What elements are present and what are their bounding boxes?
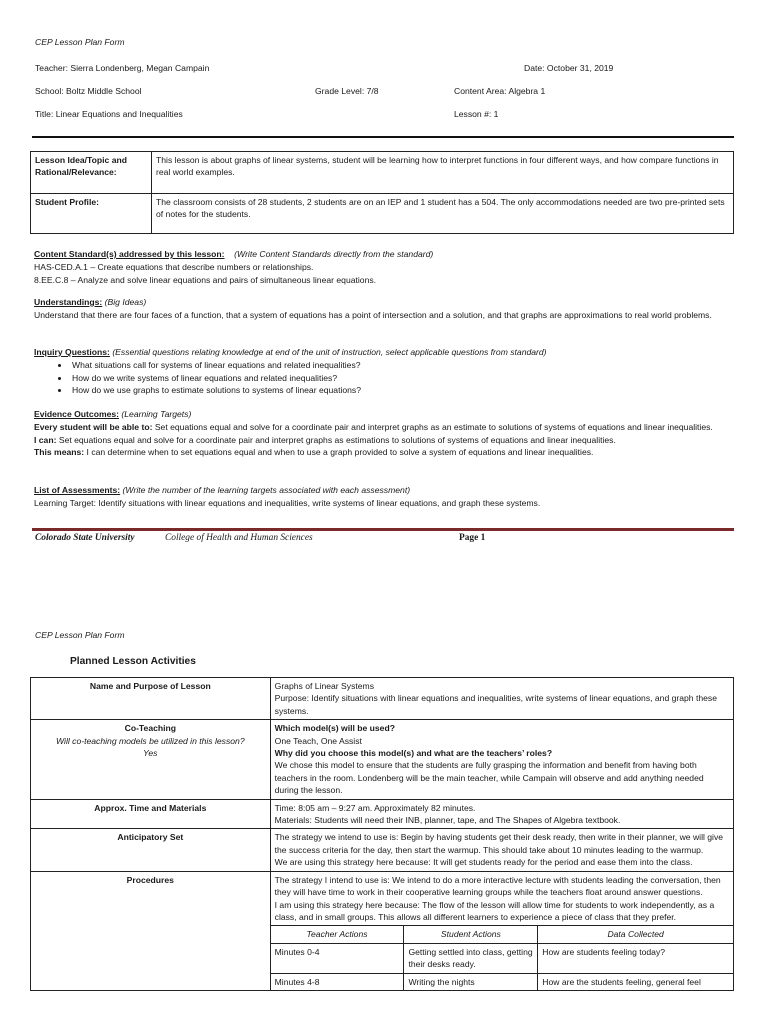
procedures-label: Procedures xyxy=(31,871,271,990)
content-area-field: Content Area: Algebra 1 xyxy=(454,86,546,96)
table-cell: Writing the nights xyxy=(404,973,538,990)
table-row xyxy=(31,152,734,194)
anticipatory-set-content xyxy=(270,829,733,871)
assessments-section xyxy=(34,484,734,510)
footer-page-number: Page 1 xyxy=(459,533,486,543)
table-row xyxy=(31,194,734,234)
info-label: Lesson Idea/Topic and Rational/Relevance: xyxy=(31,152,152,194)
co-teaching-content xyxy=(270,720,733,799)
this-means-line xyxy=(34,446,734,459)
i-can-text: Set equations equal and solve for a coordinate pair and interpret graphs as estimations to solutions of systems of equations and linear inequalities. xyxy=(56,434,616,445)
sub-header: Data Collected xyxy=(538,926,734,943)
this-means-text: I can determine when to set equations equal and when to use a graph provided to solve a system of equations and linear inequalities. xyxy=(84,447,594,458)
list-item: • How do we write systems of linear equations and related inequalities? xyxy=(70,372,734,385)
procedures-reason: I am using this strategy here because: The flow of the lesson will allow time for students to work independently, as a class, and in small groups. This allows all different learners to experience a piece of class that they prefer. xyxy=(274,899,715,922)
form-label: CEP Lesson Plan Form xyxy=(35,630,125,640)
table-cell: Getting settled into class, getting their desks ready. xyxy=(404,943,538,973)
table-row xyxy=(31,829,734,871)
co-teaching-label: Co-Teaching xyxy=(124,723,177,734)
materials-line: Materials: Students will need their INB, planner, tape, and The Shapes of Algebra textbook. xyxy=(274,815,621,826)
i-can-line xyxy=(34,434,734,447)
table-cell: Minutes 0-4 xyxy=(270,943,404,973)
page-2 xyxy=(0,560,768,1024)
name-purpose-content xyxy=(270,678,733,720)
planned-activities-heading: Planned Lesson Activities xyxy=(70,656,196,667)
co-teaching-question: Will co-teaching models be utilized in this lesson? xyxy=(56,735,245,746)
anticipatory-set-label: Anticipatory Set xyxy=(31,829,271,871)
model-question: Which model(s) will be used? xyxy=(274,723,395,734)
every-student-label: Every student will be able to: xyxy=(34,421,153,432)
table-row xyxy=(31,678,734,720)
every-student-text: Set equations equal and solve for a coordinate pair and interpret graphs as an estimate to solutions of systems of equations and linear inequalities. xyxy=(152,421,713,432)
inquiry-heading: Inquiry Questions: xyxy=(34,347,110,357)
standard-line: HAS-CED.A.1 – Create equations that describe numbers or relationships. xyxy=(34,261,314,272)
co-teaching-answer: Yes xyxy=(143,748,158,759)
footer-college: College of Health and Human Sciences xyxy=(165,533,313,543)
procedures-strategy: The strategy I intend to use is: We intend to do a more interactive lecture with students leading the conversation, then they will have time to work in their cooperative learning groups while the teachers float around answer questions. xyxy=(274,874,721,898)
date-field: Date: October 31, 2019 xyxy=(524,63,614,73)
sub-header: Student Actions xyxy=(404,926,538,943)
assessments-text: Learning Target: Identify situations with linear equations and inequalities, write systems of linear equations, and graph these systems. xyxy=(34,497,541,508)
sub-header: Teacher Actions xyxy=(270,926,404,943)
school-field: School: Boltz Middle School xyxy=(35,86,142,96)
form-label: CEP Lesson Plan Form xyxy=(35,37,125,47)
model-answer: One Teach, One Assist xyxy=(274,735,362,746)
anticipatory-strategy: The strategy we intend to use is: Begin by having students get their desk ready, then write in their planner, we will give the success criteria for the day, then start the warmup. This should take about 10 minutes leading to the warmup. xyxy=(274,832,724,855)
lesson-name: Graphs of Linear Systems xyxy=(274,681,374,691)
every-student-line xyxy=(34,421,734,434)
understandings-heading: Understandings: xyxy=(34,297,103,307)
assessments-note: (Write the number of the learning targets associated with each assessment) xyxy=(122,485,411,495)
evidence-heading: Evidence Outcomes: xyxy=(34,409,120,419)
assessments-heading: List of Assessments: xyxy=(34,485,121,495)
evidence-section xyxy=(34,408,734,459)
name-purpose-label: Name and Purpose of Lesson xyxy=(31,678,271,720)
anticipatory-reason: We are using this strategy here because: It will get students ready for the period and ease them into the class. xyxy=(274,857,693,868)
inquiry-note: (Essential questions relating knowledge at end of the unit of instruction, select applicable questions from standard) xyxy=(112,347,547,357)
title-field: Title: Linear Equations and Inequalities xyxy=(35,109,183,119)
evidence-note: (Learning Targets) xyxy=(121,409,192,419)
header-rule xyxy=(32,136,734,138)
table-cell: How are the students feeling, general feel xyxy=(538,973,734,990)
time-line: Time: 8:05 am – 9:27 am. Approximately 82 minutes. xyxy=(274,802,476,813)
inquiry-list xyxy=(70,359,734,397)
table-row xyxy=(31,871,734,926)
content-standard-note: (Write Content Standards directly from the standard) xyxy=(234,249,434,259)
info-text: This lesson is about graphs of linear systems, student will be learning how to interpret functions in four different ways, and how compare functions in real world examples. xyxy=(152,152,734,194)
info-text: The classroom consists of 28 students, 2 students are on an IEP and 1 student has a 504. The only accommodations needed are two pre-printed sets of notes for the students. xyxy=(152,194,734,234)
grade-field: Grade Level: 7/8 xyxy=(315,86,379,96)
content-standard-section xyxy=(34,248,734,286)
teacher-field: Teacher: Sierra Londenberg, Megan Campain xyxy=(35,63,210,73)
list-item: • What situations call for systems of linear equations and related inequalities? xyxy=(70,359,734,372)
roles-question: Why did you choose this model(s) and what are the teachers’ roles? xyxy=(274,748,553,759)
co-teaching-label-cell xyxy=(31,720,271,799)
table-row xyxy=(31,799,734,829)
time-materials-content xyxy=(270,799,733,829)
understandings-note: (Big Ideas) xyxy=(104,297,147,307)
roles-answer: We chose this model to ensure that the students are fully grasping the information and benefit from having both teachers in the room. Londenberg will be the main teacher, while Campain will observe and add anything needed during the lesson. xyxy=(274,760,704,796)
table-row xyxy=(31,720,734,799)
footer-university: Colorado State University xyxy=(35,533,135,543)
understandings-text: Understand that there are four faces of a function, that a system of equations has a point of intersection and a solution, and that graphs are approximations to real world problems. xyxy=(34,309,712,320)
procedures-content xyxy=(270,871,733,926)
planned-activities-table xyxy=(30,677,734,991)
lesson-purpose: Purpose: Identify situations with linear equations and inequalities, write systems of linear equations, and graph these systems. xyxy=(274,693,718,716)
understandings-section xyxy=(34,296,734,322)
i-can-label: I can: xyxy=(34,434,57,445)
this-means-label: This means: xyxy=(34,447,85,458)
info-label: Student Profile: xyxy=(31,194,152,234)
table-cell: How are students feeling today? xyxy=(538,943,734,973)
lesson-number-field: Lesson #: 1 xyxy=(454,109,499,119)
inquiry-section xyxy=(34,346,734,397)
table-cell: Minutes 4-8 xyxy=(270,973,404,990)
standard-line: 8.EE.C.8 – Analyze and solve linear equations and pairs of simultaneous linear equations. xyxy=(34,274,377,285)
list-item: • How do we use graphs to estimate solutions to systems of linear equations? xyxy=(70,384,734,397)
content-standard-heading: Content Standard(s) addressed by this lesson: xyxy=(34,249,225,259)
time-materials-label: Approx. Time and Materials xyxy=(31,799,271,829)
footer-rule xyxy=(32,528,734,531)
lesson-info-table xyxy=(30,151,734,234)
